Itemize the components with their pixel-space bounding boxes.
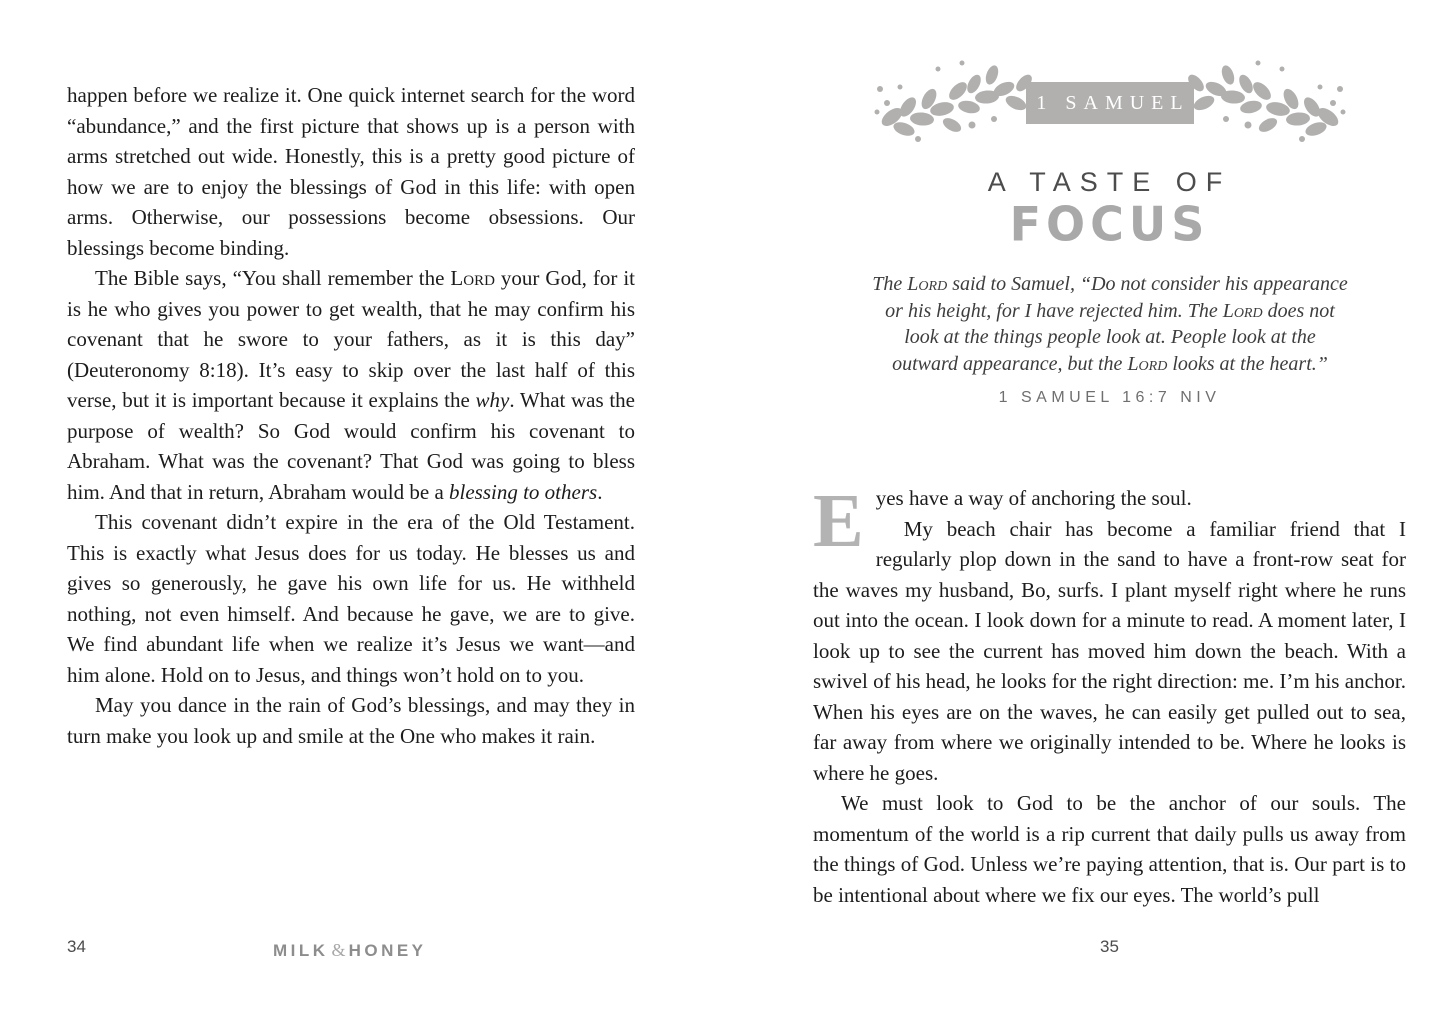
page-number-right: 35 <box>1100 937 1119 956</box>
leaf-ornament-right-icon <box>1188 57 1346 149</box>
drop-cap: E <box>813 479 864 563</box>
scripture-reference: 1 SAMUEL 16:7 NIV <box>998 389 1221 406</box>
paragraph-2: The Bible says, “You shall remember the Lord your God, for it is he who gives you power to get wealth, that he may confirm his covenant that he swore to your fathers, as it is this day” (Deuteronomy 8:18). It’s easy to skip over the last half of this verse, but it is important because it explains the why. What was the purpose of wealth? So God would confirm his covenant to Abraham. What was the covenant? That God was going to bless him. And that in return, Abraham would be a blessing to others. <box>67 266 635 504</box>
leaf-ornament-left-icon <box>874 57 1032 149</box>
brand-honey: HONEY <box>348 941 427 960</box>
page-right <box>723 0 1445 1011</box>
paragraph-6: My beach chair has become a familiar friend that I regularly plop down in the sand to have a front-row seat for the waves my husband, Bo, surfs. I plant myself right where he runs out into the ocean. I look down for a minute to read. A moment later, I look up to see the current has moved him down the beach. With a swivel of his head, he looks for the right direction: me. I’m his anchor. When his eyes are on the waves, he can easily get pulled out to sea, far away from where we originally intended to be. Where he looks is where he goes. <box>813 516 1406 785</box>
brand-logo <box>273 940 427 961</box>
brand-ampersand-icon: & <box>331 940 346 960</box>
chapter-title: FOCUS <box>1009 196 1210 252</box>
paragraph-1: happen before we realize it. One quick internet search for the word “abundance,” and the first picture that shows up is a person with arms stretched out wide. Honestly, this is a pretty good picture of how we are to enjoy the blessings of God in this life: with open arms. Otherwise, our possessions become obsessions. Our blessings become binding. <box>67 83 635 260</box>
chapter-banner: 1 SAMUEL <box>1026 82 1194 124</box>
chapter-subtitle: A TASTE OF <box>987 167 1232 197</box>
paragraph-5 <box>813 479 1406 563</box>
right-text-column <box>813 479 1406 910</box>
scripture-quote: The Lord said to Samuel, “Do not consider his appearance or his height, for I have rejected him. The Lord does not look at the things people look at. People look at the outward appearance, but the Lord looks at the heart.” <box>872 273 1348 375</box>
paragraph-7: We must look to God to be the anchor of our souls. The momentum of the world is a rip current that daily pulls us away from the things of God. Unless we’re paying attention, that is. Our part is to be intentional about where we fix our eyes. The world’s pull <box>813 791 1406 907</box>
paragraph-4: May you dance in the rain of God’s blessings, and may they in turn make you look up and smile at the One who makes it rain. <box>67 693 635 748</box>
brand-milk: MILK <box>273 941 329 960</box>
left-text-column <box>67 80 635 751</box>
page-number-left: 34 <box>67 937 86 956</box>
paragraph-3: This covenant didn’t expire in the era of the Old Testament. This is exactly what Jesus does for us today. He blesses us and gives so generously, he gave his own life for us. He withheld nothing, not even himself. And because he gave, we are to give. We find abundant life when we realize it’s Jesus we want—and him alone. Hold on to Jesus, and things won’t hold on to you. <box>67 510 635 687</box>
paragraph-5-text: yes have a way of anchoring the soul. <box>875 486 1192 510</box>
chapter-header <box>813 56 1406 150</box>
